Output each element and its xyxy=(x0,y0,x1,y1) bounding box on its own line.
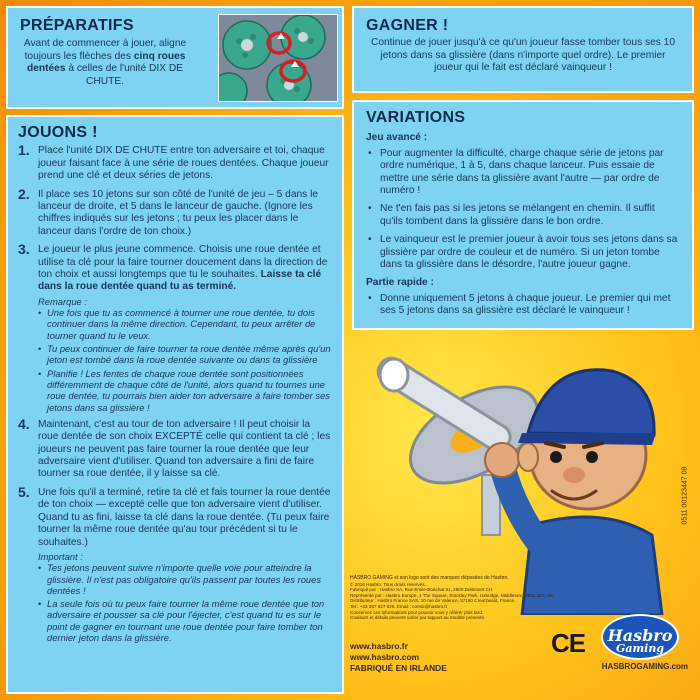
list-item: • Une fois que tu as commencé à tourner une roue dentée, tu dois continuer dans la même direction. Cependant, tu peux arrêter de tourner quand tu le veux. xyxy=(38,307,332,341)
important-block xyxy=(18,551,332,643)
list-item: • La seule fois où tu peux faire tourner la même roue dentée que ton adversaire et pousser sa clé pour l'éjecter, c'est quand tu es sur le point de gagner en tournant une roue dentée pour faire tomber ton dernier jeton dans la glissière. xyxy=(38,598,332,643)
step-number: 2. xyxy=(18,185,30,202)
step-number: 1. xyxy=(18,142,30,159)
step-1 xyxy=(18,142,332,182)
mascot-illustration xyxy=(352,335,682,615)
list-item: • Pour augmenter la difficulté, charge chaque série de jetons par ordre numérique, 1 à 5, dans chaque lanceur. Puis essaie de mettre une série dans ta glissière avant l'autre — par ordre de numéro ! xyxy=(366,148,680,198)
logo-sub: Gaming xyxy=(615,642,665,655)
step-2 xyxy=(18,185,332,239)
legal-line: Distributeur : Hasbro France SAS, 10 rue de Valence, 57150 Creutzwald, France. xyxy=(350,598,516,604)
made-in: FABRIQUÉ EN IRLANDE xyxy=(350,663,447,674)
step-number: 5. xyxy=(18,483,30,500)
gears-icon xyxy=(219,15,337,101)
step-text: Une fois qu'il a terminé, retire ta clé et fais tourner la roue dentée de ton choix — excepté celle que ton adversaire vient d'utiliser. Quand tu as fini, laisse ta clé dans la roue dentée. (Tu peux faire tourner la même roue dentée qu'au tour précédent si tu le souhaites.) xyxy=(38,486,331,548)
step-3 xyxy=(18,241,332,294)
advanced-game-label: Jeu avancé : xyxy=(366,132,428,144)
url-fr: www.hasbro.fr xyxy=(350,641,408,651)
variations-title: VARIATIONS xyxy=(366,109,466,126)
preparatifs-text-end: à celles de l'unité DIX DE CHUTE. xyxy=(65,63,183,87)
legal-notice xyxy=(350,576,565,621)
legal-line: Fabriqué par : Hasbro SA, Rue Emile-Boéchat 31, 2800 Delémont CH. xyxy=(350,587,494,593)
preparatifs-panel xyxy=(6,6,344,109)
legal-line: HASBRO GAMING et son logo sont des marques déposées de Hasbro. xyxy=(350,575,509,581)
list-item: • Donne uniquement 5 jetons à chaque joueur. Le premier qui met ses 5 jetons dans sa glissière est déclaré le vainqueur ! xyxy=(366,293,680,318)
list-item: • Planifie ! Les fentes de chaque roue dentée sont positionnées différemment de chaque côté de l'unité, alors quand tu tournes une roue dentée, tu pourrais bien aider ton adversaire à faire tomber ses jetons dans sa glissière ! xyxy=(38,368,332,413)
gagner-panel xyxy=(352,6,694,93)
important-label: Important : xyxy=(38,550,83,562)
preparatifs-text-start: Avant de commencer à jouer, aligne toujours les flèches des xyxy=(23,38,187,62)
footer-links xyxy=(350,641,447,675)
remark-block xyxy=(18,296,332,413)
advanced-game-list xyxy=(366,148,680,272)
step-text: Il place ses 10 jetons sur son côté de l'unité de jeu – 5 dans le lanceur de droite, et 5 dans le lanceur de gauche. (Ignore les chiffres indiqués sur les jetons ; tu peux les placer dans le lanceur dans l'ordre de ton choix.) xyxy=(38,188,319,237)
legal-line: © 2016 Hasbro. Tous droits réservés. xyxy=(350,581,426,587)
remark-label: Remarque : xyxy=(38,295,87,307)
preparatifs-text-bold: cinq roues dentées xyxy=(27,50,186,75)
jouons-panel xyxy=(6,115,344,694)
worker-with-key-icon xyxy=(352,335,682,615)
legal-line: Couleurs et détails peuvent varier par rapport au modèle présenté. xyxy=(350,615,486,621)
quick-game-label: Partie rapide : xyxy=(366,277,434,289)
step-number: 4. xyxy=(18,415,30,432)
ce-mark: CE xyxy=(551,628,586,658)
preparatifs-title: PRÉPARATIFS xyxy=(20,17,134,34)
step-4 xyxy=(18,415,332,481)
step-number: 3. xyxy=(18,241,30,258)
legal-line: Représenté par : Hasbro Europe, 4 The Square, Stockley Park, Uxbridge, Middlesex, UB11 1ET, UK. xyxy=(350,592,555,598)
quick-game-list xyxy=(366,293,680,318)
list-item: • Le vainqueur est le premier joueur à avoir tous ses jetons dans sa glissière par ordre de couleur et de numéro. Si un jeton tombe dans ta glissière dans le désordre, l'autre joueur gagne. xyxy=(366,234,680,271)
jouons-title: JOUONS ! xyxy=(18,124,98,141)
url-com: www.hasbro.com xyxy=(350,652,420,663)
list-item: • Ne t'en fais pas si les jetons se mélangent en chemin. Il suffit qu'ils tombent dans la glissière dans le bon ordre. xyxy=(366,203,680,228)
list-item: • Tes jetons peuvent suivre n'importe quelle voie pour atteindre la glissière. Il n'est pas obligatoire qu'ils passent par toutes les roues dentées ! xyxy=(38,562,332,596)
gagner-text: Continue de jouer jusqu'à ce qu'un joueur fasse tomber tous ses 10 jetons dans sa glissière (dans n'importe quel ordre). Le premier joueur qui le fait est déclaré vainqueur ! xyxy=(370,37,676,74)
step-text: Maintenant, c'est au tour de ton adversaire ! Il peut choisir la roue dentée de son choix EXCEPTÉ celle qui contient ta clé ; les joueurs ne peuvent pas faire tourner la roue dentée que leur adversaire vient d'utiliser. Quand ton adversaire a fini de faire tourner sa roue dentée, il y laisse sa clé. xyxy=(38,418,331,480)
hasbro-gaming-logo xyxy=(599,612,685,686)
barcode xyxy=(676,436,690,526)
gagner-title: GAGNER ! xyxy=(366,17,449,34)
step-5 xyxy=(18,483,332,549)
barcode-number: 0511 00123447 08 xyxy=(681,466,689,525)
variations-panel xyxy=(352,100,694,330)
legal-line: Tel : +33 387 827 620. Email : conso@hasbro.fr xyxy=(350,603,448,609)
gear-alignment-illustration xyxy=(218,14,338,102)
list-item: • Tu peux continuer de faire tourner ta roue dentée même après qu'un jeton est tombé dans la roue dentée suivante ou dans ta glissière xyxy=(38,343,332,366)
legal-line: Conservez ces informations pour pouvoir vous y référer plus tard. xyxy=(350,609,484,615)
preparatifs-text xyxy=(20,38,190,88)
step-text: Place l'unité DIX DE CHUTE entre ton adversaire et toi, chaque joueur faisant face à une série de roues dentées. Chaque joueur prend une clé et deux séries de jetons. xyxy=(38,145,329,182)
step-bold-text: Laisse ta clé dans la roue dentée quand tu as terminé. xyxy=(38,269,322,293)
logo-brand: Hasbro xyxy=(607,626,673,645)
hasbro-gaming-url: HASBROGAMING.com xyxy=(601,662,688,671)
step-text: Le joueur le plus jeune commence. Choisis une roue dentée et utilise ta clé pour la faire tourner doucement dans la direction de ton choix et aussi longtemps que tu le souhaites. xyxy=(38,244,328,281)
